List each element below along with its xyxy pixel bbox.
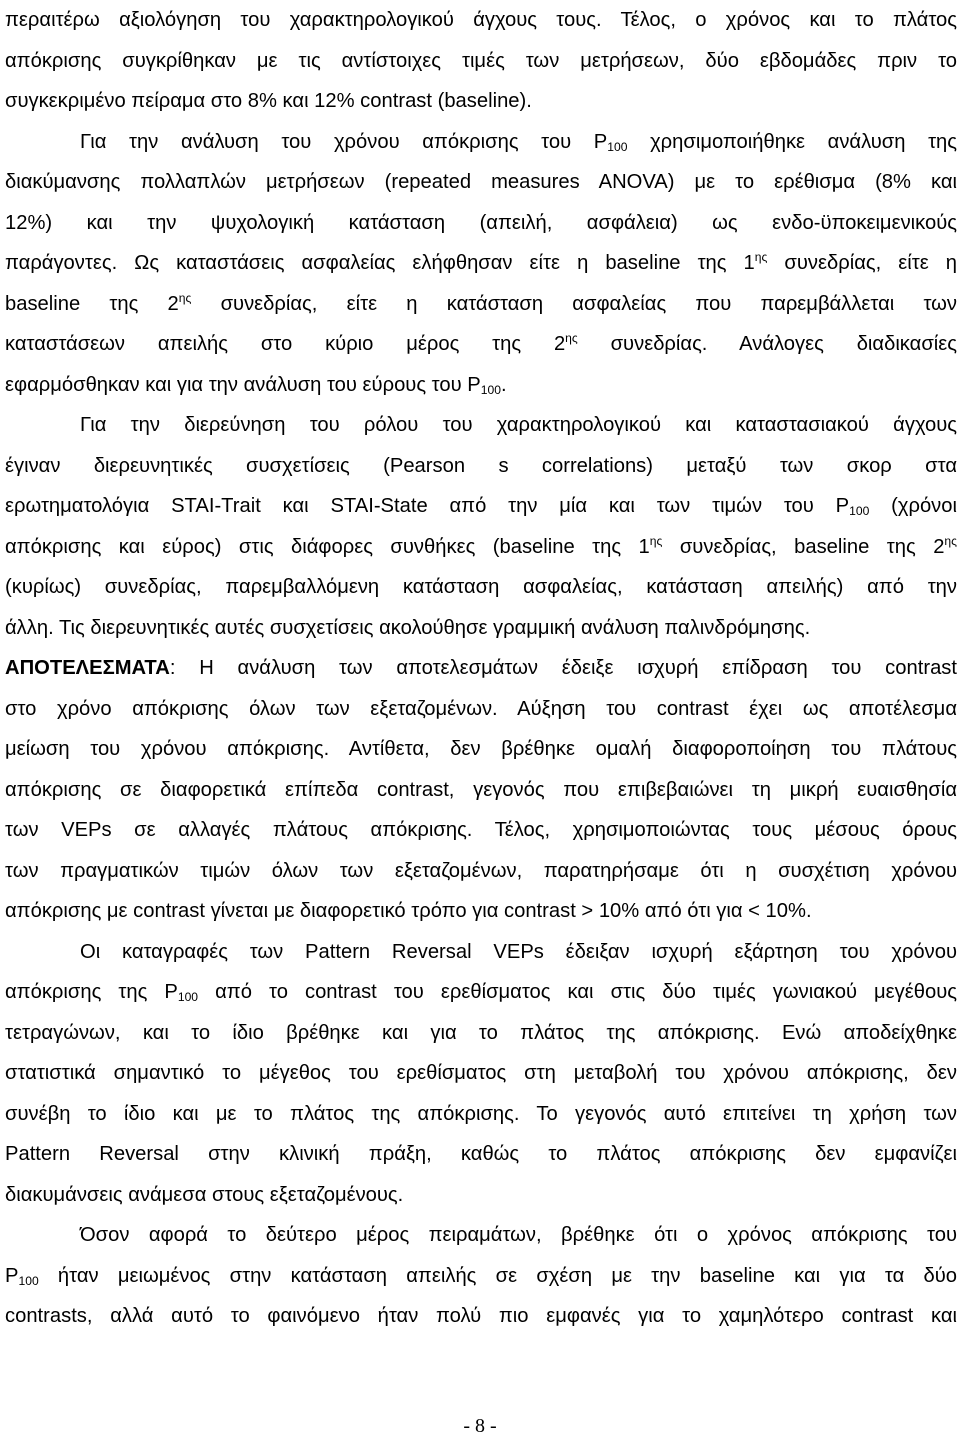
text-line [5,243,957,284]
text-line [5,446,957,487]
text-line [5,1296,957,1337]
text-line [5,891,957,932]
text-line [5,608,957,649]
text-line-content: έγιναν διερευνητικές συσχετίσεις (Pearson s correlations) μεταξύ των σκορ στα [5,454,957,477]
text-line [5,486,957,527]
text-line-content: εφαρμόσθηκαν και για την ανάλυση του εύρους του $P_{100}$. [5,373,507,397]
text-line-content: απόκρισης με contrast γίνεται με διαφορετικό τρόπο για contrast > 10% από ότι για < 10%. [5,900,812,922]
text-line [5,405,957,446]
text-line-content: Για την διερεύνηση του ρόλου του χαρακτηρολογικού και καταστασιακού άγχους [80,414,957,436]
text-line [5,122,957,163]
text-line [5,365,957,406]
text-line [5,648,957,689]
text-line-content: άλλη. Τις διερευνητικές αυτές συσχετίσεις ακολούθησε γραμμική ανάλυση παλινδρόμησης. [5,616,811,639]
text-line [5,324,957,365]
text-line-content: διακύμανσης πολλαπλών μετρήσεων (repeated measures ANOVA) με το ερέθισμα (8% και [5,171,957,193]
text-line [5,932,957,973]
page-number: - 8 - [463,1415,497,1437]
text-line-content: Όσον αφορά το δεύτερο μέρος πειραμάτων, βρέθηκε ότι ο χρόνος απόκρισης του [80,1224,957,1246]
text-line [5,1053,957,1094]
text-line-content: στο χρόνο απόκρισης όλων των εξεταζομένων. Αύξηση του contrast έχει ως αποτέλεσμα [5,697,957,720]
text-line [5,689,957,730]
text-line-content: Για την ανάλυση του χρόνου απόκρισης του $P_{100}$ χρησιμοποιήθηκε ανάλυση της [80,130,957,154]
text-line-content: απόκρισης και εύρος) στις διάφορες συνθήκες (baseline της $1^{\eta\varsigma}$ συνεδρίας, baseline της $2^{\eta\varsigma}$ [5,533,957,558]
text-line [5,1134,957,1175]
text-line-content: baseline της $2^{\eta\varsigma}$ συνεδρίας, είτε η κατάσταση ασφαλείας που παρεμβάλλεται των [5,290,958,315]
text-line-content: 12%) και την ψυχολογική κατάσταση (απειλή, ασφάλεια) ως ενδο-ϋποκειμενικούς [5,211,957,234]
text-line-content: (κυρίως) συνεδρίας, παρεμβαλλόμενη κατάσταση ασφαλείας, κατάσταση απειλής) από την [5,576,957,598]
text-line [5,41,957,82]
text-line-content: συγκεκριμένο πείραμα στο 8% και 12% contrast (baseline). [5,90,532,112]
text-line-content: στατιστικά σημαντικό το μέγεθος του ερεθίσματος στη μεταβολή του χρόνου απόκρισης, δεν [5,1062,957,1084]
text-line [5,729,957,770]
text-line-content: απόκρισης συγκρίθηκαν με τις αντίστοιχες τιμές των μετρήσεων, δύο εβδομάδες πριν το [5,49,957,72]
text-line [5,1013,957,1054]
text-line-content: μείωση του χρόνου απόκρισης. Αντίθετα, δεν βρέθηκε ομαλή διαφοροποίηση του πλάτους [5,738,957,760]
text-line-content: συνέβη το ίδιο και με το πλάτος της απόκρισης. Το γεγονός αυτό επιτείνει τη χρήση των [5,1102,957,1125]
text-line [5,810,957,851]
document-page [5,0,957,1337]
text-line [5,851,957,892]
text-line [5,0,957,41]
text-line-content: καταστάσεων απειλής στο κύριο μέρος της $2^{\eta\varsigma}$ συνεδρίας. Ανάλογες διαδικασίες [5,331,957,355]
text-line-content: παράγοντες. Ως καταστάσεις ασφαλείας ελήφθησαν είτε η baseline της $1^{\eta\varsigma}$ συνεδρίας, είτε η [5,250,957,274]
text-line [5,972,957,1013]
text-line-content: των VEPs σε αλλαγές πλάτους απόκρισης. Τέλος, χρησιμοποιώντας τους μέσους όρους [5,819,957,841]
text-line [5,1094,957,1135]
text-line-content: contrasts, αλλά αυτό το φαινόμενο ήταν πολύ πιο εμφανές για το χαμηλότερο contrast και [5,1305,957,1327]
text-line-content: ερωτηματολόγια STAI-Trait και STAI-State από την μία και των τιμών του $P_{100}$ (χρόνοι [5,495,957,519]
text-line [5,527,957,568]
text-line [5,1256,957,1297]
text-line [5,284,957,325]
text-line-content: απόκρισης της $P_{100}$ από το contrast του ερεθίσματος και στις δύο τιμές γωνιακού μεγέθους [5,981,957,1005]
text-line-content: $P_{100}$ ήταν μειωμένος στην κατάσταση απειλής σε σχέση με την baseline και για τα δύο [5,1264,957,1288]
text-line-content: περαιτέρω αξιολόγηση του χαρακτηρολογικού άγχους τους. Τέλος, ο χρόνος και το πλάτος [5,9,957,31]
text-line [5,567,957,608]
text-line-content: Pattern Reversal στην κλινική πράξη, καθώς το πλάτος απόκρισης δεν εμφανίζει [5,1143,957,1165]
text-line-content: τετραγώνων, και το ίδιο βρέθηκε και για το πλάτος της απόκρισης. Ενώ αποδείχθηκε [5,1021,957,1044]
text-line-content: απόκρισης σε διαφορετικά επίπεδα contrast, γεγονός που επιβεβαιώνει τη μικρή ευαισθησία [5,778,957,801]
text-line-content: ΑΠΟΤΕΛΕΣΜΑΤΑ: Η ανάλυση των αποτελεσμάτων έδειξε ισχυρή επίδραση του contrast [5,657,957,679]
text-line [5,1175,957,1216]
text-line [5,81,957,122]
text-line-content: των πραγματικών τιμών όλων των εξεταζομένων, παρατηρήσαμε ότι η συσχέτιση χρόνου [5,859,957,882]
text-line [5,1215,957,1256]
text-line [5,203,957,244]
text-line-content: διακυμάνσεις ανάμεσα στους εξεταζομένους. [5,1183,404,1206]
text-line [5,162,957,203]
text-line [5,770,957,811]
text-line-content: Οι καταγραφές των Pattern Reversal VEPs έδειξαν ισχυρή εξάρτηση του χρόνου [80,940,957,963]
